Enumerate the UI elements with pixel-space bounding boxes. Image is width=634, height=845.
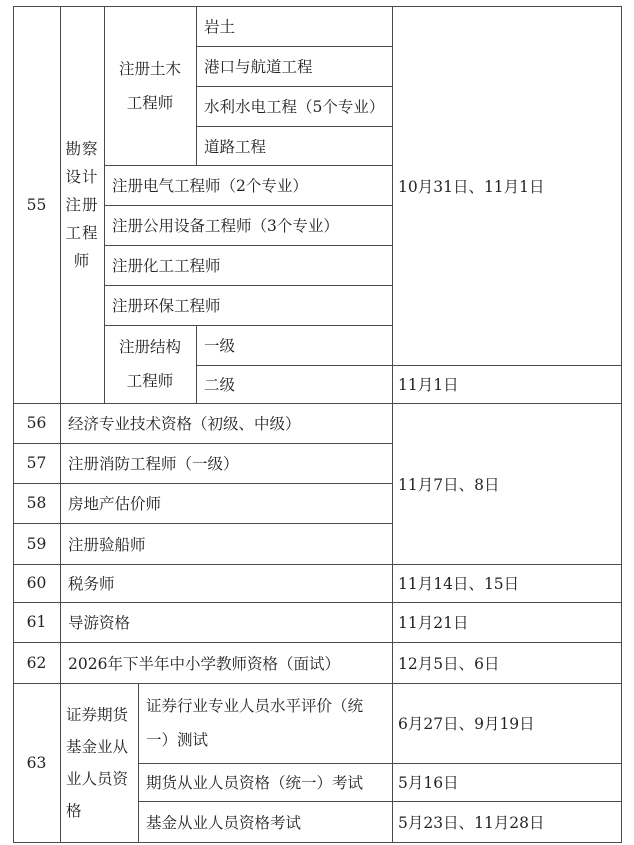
grid-line (13, 6, 14, 843)
row-56-number: 56 (26, 414, 47, 432)
futures-exam: 期货从业人员资格（统一）考试 (146, 774, 364, 792)
row-58-name: 房地产估价师 (68, 495, 162, 513)
securities-test-date: 6月27日、9月19日 (398, 715, 535, 733)
row-55-category (60, 6, 104, 403)
row-63-number: 63 (26, 753, 47, 772)
category-text-line: 勘察 (65, 139, 99, 158)
grid-line (13, 842, 622, 843)
category-text-line: 工程 (65, 223, 99, 242)
rows-56-59-date: 11月7日、8日 (398, 475, 500, 494)
grid-line (138, 763, 622, 764)
row-58-number: 58 (26, 494, 47, 512)
grid-line (392, 6, 393, 843)
grid-line (104, 245, 392, 246)
row-59-number: 59 (26, 534, 47, 553)
row-63-category: 证券期货基金业从业人员资格 (66, 705, 129, 820)
row-55-level2-date: 11月1日 (398, 376, 459, 394)
grid-line (138, 801, 622, 802)
utility-engineer: 注册公用设备工程师（3个专业） (112, 217, 339, 235)
grid-line (13, 403, 622, 404)
row-57-name: 注册消防工程师（一级） (68, 455, 239, 473)
grid-line (60, 6, 61, 843)
row-57-number: 57 (26, 454, 47, 472)
row-60-number: 60 (26, 574, 47, 592)
civil-item-hydro: 水利水电工程（5个专业） (204, 98, 385, 116)
category-text-line: 师 (73, 251, 91, 270)
row-56-name: 经济专业技术资格（初级、中级） (68, 415, 301, 433)
grid-line (104, 325, 392, 326)
grid-line (621, 6, 622, 843)
civil-engineer-label: 注册土木工程师 (118, 59, 181, 112)
row-62-date: 12月5日、6日 (398, 654, 500, 673)
civil-item-road: 道路工程 (204, 137, 267, 156)
grid-line (196, 365, 622, 366)
row-61-name: 导游资格 (68, 614, 131, 632)
civil-item-geotech: 岩土 (204, 18, 236, 36)
grid-line (196, 126, 392, 127)
grid-line (104, 285, 392, 286)
grid-line (196, 86, 392, 87)
row-59-name: 注册验船师 (68, 535, 146, 554)
securities-test: 证券行业专业人员水平评价（统一）测试 (146, 697, 364, 749)
grid-line (13, 483, 393, 484)
fund-exam-date: 5月23日、11月28日 (398, 813, 545, 832)
env-engineer: 注册环保工程师 (112, 297, 221, 315)
row-61-number: 61 (26, 613, 47, 631)
row-60-date: 11月14日、15日 (398, 575, 520, 593)
category-text-line: 注册 (65, 195, 99, 214)
civil-item-port: 港口与航道工程 (204, 58, 313, 76)
row-61-date: 11月21日 (398, 614, 469, 632)
futures-exam-date: 5月16日 (398, 774, 459, 792)
grid-line (196, 46, 392, 47)
grid-line (13, 6, 622, 7)
row-62-number: 62 (26, 653, 47, 672)
grid-line (104, 165, 392, 166)
fund-exam: 基金从业人员资格考试 (146, 813, 302, 832)
structural-level-2: 二级 (204, 376, 236, 394)
row-55-number: 55 (26, 195, 47, 214)
grid-line (104, 205, 392, 206)
grid-line (13, 642, 622, 643)
row-55-date: 10月31日、11月1日 (398, 177, 545, 196)
chemical-engineer: 注册化工工程师 (112, 257, 221, 275)
row-62-name: 2026年下半年中小学教师资格（面试） (68, 654, 340, 673)
electrical-engineer: 注册电气工程师（2个专业） (112, 177, 308, 195)
structural-level-1: 一级 (204, 337, 236, 355)
grid-line (13, 523, 393, 524)
grid-line (13, 683, 622, 684)
structural-engineer-label: 注册结构工程师 (118, 338, 181, 390)
grid-line (13, 602, 622, 603)
grid-line (13, 443, 393, 444)
grid-line (196, 325, 197, 403)
grid-line (13, 564, 622, 565)
row-60-name: 税务师 (68, 575, 115, 593)
category-text-line: 设计 (65, 167, 99, 186)
